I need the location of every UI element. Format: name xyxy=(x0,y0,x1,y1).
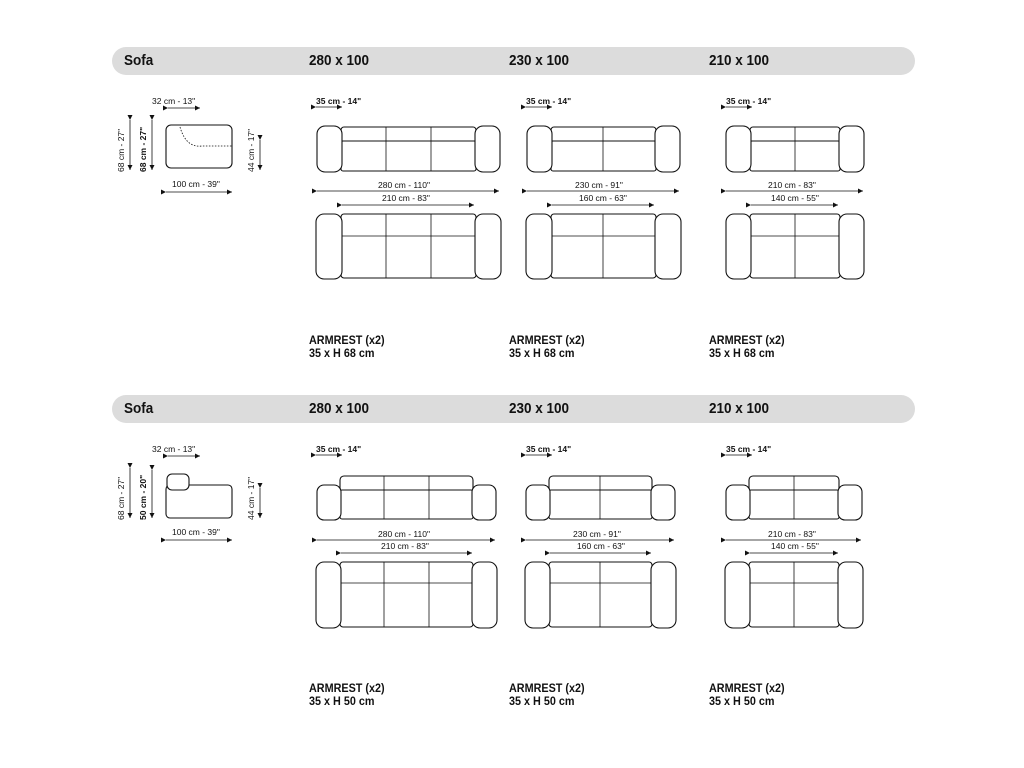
armrest-label: ARMREST (x2) 35 x H 50 cm xyxy=(709,681,785,708)
svg-text:35 cm - 14": 35 cm - 14" xyxy=(526,444,572,454)
svg-text:140 cm - 55": 140 cm - 55" xyxy=(771,541,819,551)
section-title: Sofa xyxy=(124,52,154,69)
col-title-230: 230 x 100 xyxy=(509,400,570,417)
svg-text:32 cm - 13": 32 cm - 13" xyxy=(152,96,196,106)
sofa-230-drawing xyxy=(525,444,676,628)
armrest-label: ARMREST (x2) 35 x H 68 cm xyxy=(509,333,585,360)
armrest-label: ARMREST (x2) 35 x H 68 cm xyxy=(709,333,785,360)
svg-text:210 cm - 83": 210 cm - 83" xyxy=(768,529,816,539)
svg-text:100 cm - 39": 100 cm - 39" xyxy=(172,179,220,189)
svg-text:68 cm - 27": 68 cm - 27" xyxy=(116,128,126,172)
svg-text:68 cm - 27": 68 cm - 27" xyxy=(116,476,126,520)
col-title-280: 280 x 100 xyxy=(309,52,370,69)
svg-text:160 cm - 63": 160 cm - 63" xyxy=(577,541,625,551)
svg-text:68 cm - 27": 68 cm - 27" xyxy=(138,126,148,172)
svg-text:210 cm - 83": 210 cm - 83" xyxy=(382,193,430,203)
sofa-210-drawing xyxy=(726,96,864,279)
svg-text:140 cm - 55": 140 cm - 55" xyxy=(771,193,819,203)
svg-text:50 cm - 20": 50 cm - 20" xyxy=(138,474,148,520)
svg-text:210 cm - 83": 210 cm - 83" xyxy=(381,541,429,551)
sofa-280-drawing xyxy=(316,444,497,628)
svg-text:35 cm - 14": 35 cm - 14" xyxy=(526,96,572,106)
sofa-230-drawing xyxy=(526,96,681,279)
svg-text:100 cm - 39": 100 cm - 39" xyxy=(172,527,220,537)
svg-text:160 cm - 63": 160 cm - 63" xyxy=(579,193,627,203)
svg-text:44 cm - 17": 44 cm - 17" xyxy=(246,476,256,520)
col-title-210: 210 x 100 xyxy=(709,400,770,417)
side-view-drawing xyxy=(116,96,260,192)
armrest-label: ARMREST (x2) 35 x H 68 cm xyxy=(309,333,385,360)
sofa-210-drawing xyxy=(725,444,863,628)
svg-text:230 cm - 91": 230 cm - 91" xyxy=(575,180,623,190)
armrest-label: ARMREST (x2) 35 x H 50 cm xyxy=(309,681,385,708)
armrest-label: ARMREST (x2) 35 x H 50 cm xyxy=(509,681,585,708)
svg-text:35 cm - 14": 35 cm - 14" xyxy=(726,444,772,454)
col-title-210: 210 x 100 xyxy=(709,52,770,69)
side-view-drawing xyxy=(116,444,260,540)
section-title: Sofa xyxy=(124,400,154,417)
svg-text:210 cm - 83": 210 cm - 83" xyxy=(768,180,816,190)
svg-text:35 cm - 14": 35 cm - 14" xyxy=(316,444,362,454)
svg-text:280 cm - 110": 280 cm - 110" xyxy=(378,529,430,539)
svg-text:35 cm - 14": 35 cm - 14" xyxy=(726,96,772,106)
svg-text:35 cm - 14": 35 cm - 14" xyxy=(316,96,362,106)
svg-text:32 cm - 13": 32 cm - 13" xyxy=(152,444,196,454)
svg-text:230 cm - 91": 230 cm - 91" xyxy=(573,529,621,539)
col-title-230: 230 x 100 xyxy=(509,52,570,69)
svg-text:44 cm - 17": 44 cm - 17" xyxy=(246,128,256,172)
col-title-280: 280 x 100 xyxy=(309,400,370,417)
svg-text:280 cm - 110": 280 cm - 110" xyxy=(378,180,430,190)
sofa-280-drawing xyxy=(316,96,501,279)
